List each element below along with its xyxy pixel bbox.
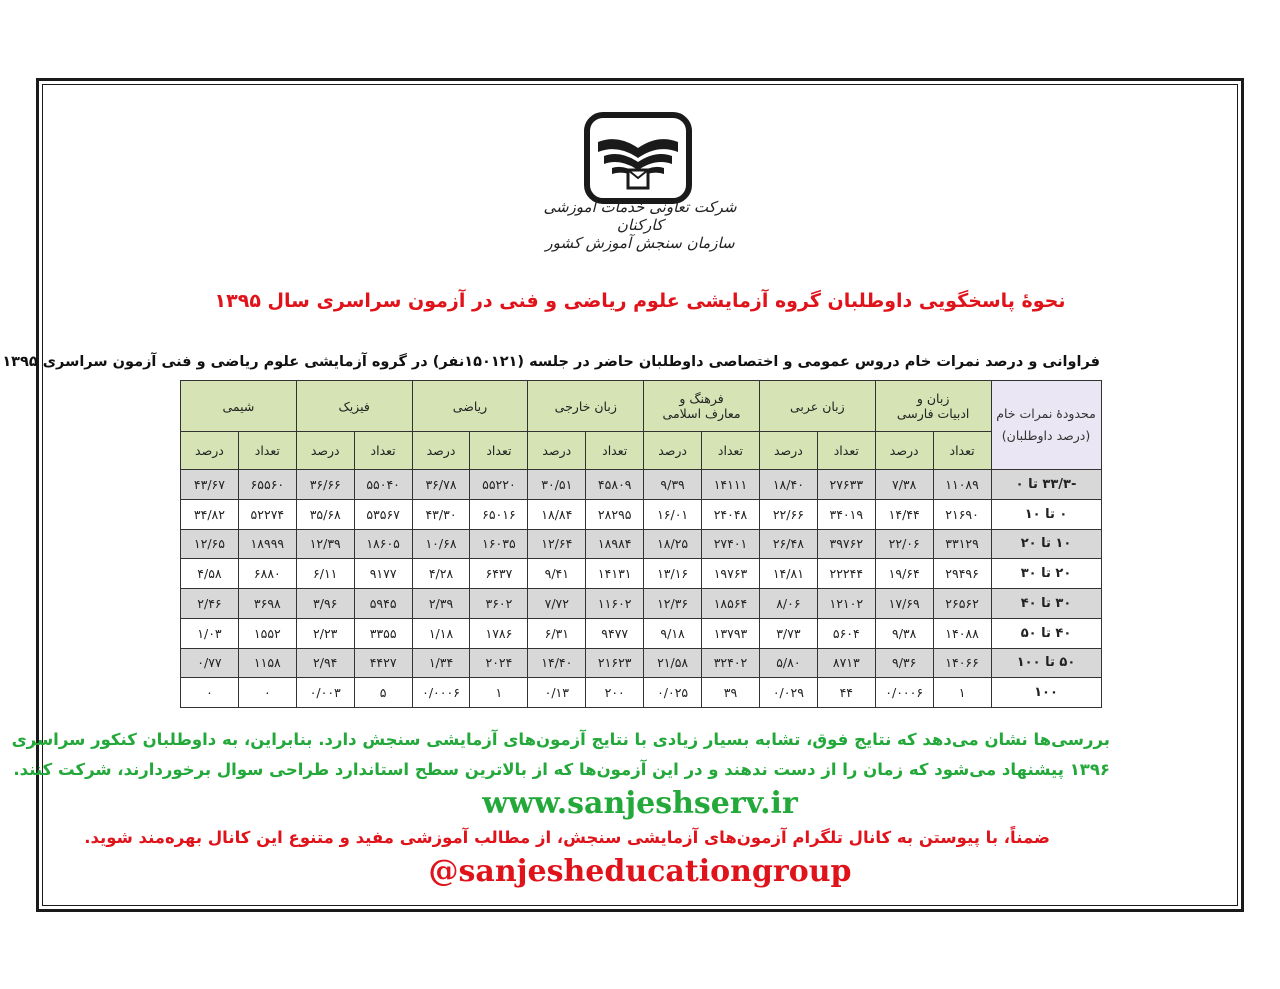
count-cell: ۱۶۰۳۵ — [470, 529, 528, 559]
score-range-cell: ۱۰۰ — [991, 678, 1101, 708]
percent-cell: ۳/۷۳ — [759, 618, 817, 648]
count-cell: ۴۵۸۰۹ — [586, 470, 644, 500]
percent-cell: ۳/۹۶ — [296, 589, 354, 619]
count-cell: ۵۹۴۵ — [354, 589, 412, 619]
count-cell: ۲۲۲۴۴ — [817, 559, 875, 589]
percent-cell: ۱۲/۶۴ — [528, 529, 586, 559]
percent-cell: ۱۴/۴۰ — [528, 648, 586, 678]
percent-header: درصد — [528, 432, 586, 470]
organization-name: شرکت تعاونی خدمات آموزشی کارکنان — [543, 198, 737, 234]
count-cell: ۱۴۱۳۱ — [586, 559, 644, 589]
percent-cell: ۱۰/۶۸ — [412, 529, 470, 559]
percent-cell: ۲۲/۶۶ — [759, 499, 817, 529]
percent-cell: ۰ — [181, 678, 239, 708]
score-range-cell: ۲۰ تا ۳۰ — [991, 559, 1101, 589]
range-header-line1: محدودهٔ نمرات خام — [996, 406, 1096, 421]
percent-header: درصد — [644, 432, 702, 470]
subject-header-physics: فیزیک — [296, 381, 412, 432]
count-header: تعداد — [238, 432, 296, 470]
count-cell: ۲۷۶۳۳ — [817, 470, 875, 500]
percent-cell: ۲/۴۶ — [181, 589, 239, 619]
percent-header: درصد — [759, 432, 817, 470]
range-header — [991, 381, 1101, 470]
count-cell: ۱۱۰۸۹ — [933, 470, 991, 500]
count-cell: ۵ — [354, 678, 412, 708]
count-cell: ۲۱۶۲۳ — [586, 648, 644, 678]
count-header: تعداد — [817, 432, 875, 470]
percent-cell: ۳۴/۸۲ — [181, 499, 239, 529]
percent-cell: ۲/۲۳ — [296, 618, 354, 648]
percent-cell: ۱۶/۰۱ — [644, 499, 702, 529]
count-cell: ۱۱۶۰۲ — [586, 589, 644, 619]
scores-table — [180, 380, 1102, 708]
percent-cell: ۰/۰۰۳ — [296, 678, 354, 708]
count-cell: ۱۴۰۶۶ — [933, 648, 991, 678]
table-header-row — [181, 381, 1102, 432]
count-cell: ۵۲۲۷۴ — [238, 499, 296, 529]
table-row — [181, 529, 1102, 559]
count-cell: ۳۹۷۶۲ — [817, 529, 875, 559]
count-cell: ۲۷۴۰۱ — [702, 529, 760, 559]
table-row — [181, 559, 1102, 589]
count-cell: ۳۲۴۰۲ — [702, 648, 760, 678]
percent-header: درصد — [296, 432, 354, 470]
percent-cell: ۱۲/۳۶ — [644, 589, 702, 619]
subject-header-persian: زبان و ادبیات فارسی — [875, 381, 991, 432]
percent-cell: ۰/۷۷ — [181, 648, 239, 678]
percent-cell: ۰/۰۰۰۶ — [875, 678, 933, 708]
count-cell: ۳۴۰۱۹ — [817, 499, 875, 529]
percent-cell: ۷/۷۲ — [528, 589, 586, 619]
percent-cell: ۱۹/۶۴ — [875, 559, 933, 589]
count-cell: ۲۹۴۹۶ — [933, 559, 991, 589]
count-cell: ۶۵۵۶۰ — [238, 470, 296, 500]
note-line-1: بررسی‌ها نشان می‌دهد که نتایج فوق، تشابه بسیار زیادی با نتایج آزمون‌های آزمایشی سنجش دارد. بنابراین، به داوطلبان کنکور سراسری — [11, 730, 1110, 749]
score-range-cell: ۳۰ تا ۴۰ — [991, 589, 1101, 619]
count-cell: ۶۵۰۱۶ — [470, 499, 528, 529]
count-cell: ۱۳۷۹۳ — [702, 618, 760, 648]
page-title: نحوهٔ پاسخگویی داوطلبان گروه آزمایشی علوم ریاضی و فنی در آزمون سراسری سال ۱۳۹۵ — [214, 290, 1066, 312]
count-cell: ۱۸۹۹۹ — [238, 529, 296, 559]
count-cell: ۵۵۲۲۰ — [470, 470, 528, 500]
percent-cell: ۴۳/۶۷ — [181, 470, 239, 500]
percent-cell: ۷/۳۸ — [875, 470, 933, 500]
score-range-cell: -۳۳/۳ تا ۰ — [991, 470, 1101, 500]
table-caption: فراوانی و درصد نمرات خام دروس عمومی و اختصاصی داوطلبان حاضر در جلسه (۱۵۰۱۲۱نفر) در گروه آزمایشی علوم ریاضی و فنی آزمون سراسری ۱۳۹۵ — [2, 354, 1100, 370]
count-cell: ۱ — [933, 678, 991, 708]
count-cell: ۳۶۰۲ — [470, 589, 528, 619]
percent-cell: ۱۲/۶۵ — [181, 529, 239, 559]
percent-cell: ۴۳/۳۰ — [412, 499, 470, 529]
percent-cell: ۹/۳۸ — [875, 618, 933, 648]
percent-cell: ۲/۳۹ — [412, 589, 470, 619]
percent-cell: ۱۲/۳۹ — [296, 529, 354, 559]
percent-cell: ۱۷/۶۹ — [875, 589, 933, 619]
count-header: تعداد — [702, 432, 760, 470]
subject-header-arabic: زبان عربی — [759, 381, 875, 432]
percent-cell: ۶/۳۱ — [528, 618, 586, 648]
telegram-note: ضمناً، با پیوستن به کانال تلگرام آزمون‌های آزمایشی سنجش، از مطالب آموزشی مفید و متنوع این کانال بهره‌مند شوید. — [84, 828, 1050, 847]
count-cell: ۸۷۱۳ — [817, 648, 875, 678]
count-cell: ۹۴۷۷ — [586, 618, 644, 648]
count-header: تعداد — [470, 432, 528, 470]
percent-cell: ۹/۳۹ — [644, 470, 702, 500]
percent-cell: ۳۰/۵۱ — [528, 470, 586, 500]
range-header-line2: (درصد داوطلبان) — [1001, 428, 1091, 443]
percent-header: درصد — [181, 432, 239, 470]
table-row — [181, 618, 1102, 648]
percent-cell: ۲۱/۵۸ — [644, 648, 702, 678]
count-cell: ۱۵۵۲ — [238, 618, 296, 648]
count-cell: ۲۱۶۹۰ — [933, 499, 991, 529]
count-cell: ۱۲۱۰۲ — [817, 589, 875, 619]
count-cell: ۰ — [238, 678, 296, 708]
percent-header: درصد — [412, 432, 470, 470]
score-range-cell: ۴۰ تا ۵۰ — [991, 618, 1101, 648]
count-header: تعداد — [354, 432, 412, 470]
percent-cell: ۱/۰۳ — [181, 618, 239, 648]
score-range-cell: ۱۰ تا ۲۰ — [991, 529, 1101, 559]
percent-cell: ۰/۰۰۰۶ — [412, 678, 470, 708]
count-cell: ۱۴۱۱۱ — [702, 470, 760, 500]
count-cell: ۱ — [470, 678, 528, 708]
percent-cell: ۰/۰۲۹ — [759, 678, 817, 708]
count-cell: ۱۹۷۶۳ — [702, 559, 760, 589]
percent-cell: ۱/۱۸ — [412, 618, 470, 648]
count-cell: ۵۳۵۶۷ — [354, 499, 412, 529]
percent-cell: ۱/۳۴ — [412, 648, 470, 678]
count-cell: ۱۴۰۸۸ — [933, 618, 991, 648]
percent-cell: ۱۴/۸۱ — [759, 559, 817, 589]
count-cell: ۴۴۲۷ — [354, 648, 412, 678]
count-cell: ۳۹ — [702, 678, 760, 708]
count-cell: ۶۸۸۰ — [238, 559, 296, 589]
count-header: تعداد — [933, 432, 991, 470]
percent-cell: ۹/۱۸ — [644, 618, 702, 648]
table-row — [181, 648, 1102, 678]
count-cell: ۱۷۸۶ — [470, 618, 528, 648]
count-cell: ۱۱۵۸ — [238, 648, 296, 678]
count-cell: ۵۵۰۴۰ — [354, 470, 412, 500]
website-link[interactable]: www.sanjeshserv.ir — [482, 786, 798, 821]
count-cell: ۲۴۰۴۸ — [702, 499, 760, 529]
percent-header: درصد — [875, 432, 933, 470]
count-cell: ۲۰۲۴ — [470, 648, 528, 678]
percent-cell: ۳۶/۶۶ — [296, 470, 354, 500]
count-cell: ۶۴۳۷ — [470, 559, 528, 589]
count-cell: ۴۴ — [817, 678, 875, 708]
percent-cell: ۱۸/۴۰ — [759, 470, 817, 500]
subject-header-religion: فرهنگ و معارف اسلامی — [644, 381, 760, 432]
table-row — [181, 589, 1102, 619]
telegram-handle[interactable]: @sanjesheducationgroup — [428, 854, 852, 889]
percent-cell: ۳۵/۶۸ — [296, 499, 354, 529]
percent-cell: ۹/۴۱ — [528, 559, 586, 589]
count-header: تعداد — [586, 432, 644, 470]
percent-cell: ۶/۱۱ — [296, 559, 354, 589]
percent-cell: ۵/۸۰ — [759, 648, 817, 678]
count-cell: ۱۸۹۸۴ — [586, 529, 644, 559]
count-cell: ۱۸۶۰۵ — [354, 529, 412, 559]
table-body — [181, 470, 1102, 708]
subject-header-chemistry: شیمی — [181, 381, 297, 432]
percent-cell: ۱۸/۸۴ — [528, 499, 586, 529]
table-row — [181, 678, 1102, 708]
percent-cell: ۲۲/۰۶ — [875, 529, 933, 559]
percent-cell: ۳۶/۷۸ — [412, 470, 470, 500]
count-cell: ۳۳۱۲۹ — [933, 529, 991, 559]
count-cell: ۹۱۷۷ — [354, 559, 412, 589]
percent-cell: ۴/۲۸ — [412, 559, 470, 589]
count-cell: ۲۸۲۹۵ — [586, 499, 644, 529]
count-cell: ۵۶۰۴ — [817, 618, 875, 648]
percent-cell: ۰/۱۳ — [528, 678, 586, 708]
percent-cell: ۱۴/۴۴ — [875, 499, 933, 529]
percent-cell: ۱۳/۱۶ — [644, 559, 702, 589]
count-cell: ۲۶۵۶۲ — [933, 589, 991, 619]
count-cell: ۲۰۰ — [586, 678, 644, 708]
table-row — [181, 470, 1102, 500]
percent-cell: ۲/۹۴ — [296, 648, 354, 678]
subject-header-math: ریاضی — [412, 381, 528, 432]
percent-cell: ۴/۵۸ — [181, 559, 239, 589]
table-subheader-row — [181, 432, 1102, 470]
percent-cell: ۲۶/۴۸ — [759, 529, 817, 559]
organization-subtitle: سازمان سنجش آموزش کشور — [545, 234, 735, 252]
score-range-cell: ۵۰ تا ۱۰۰ — [991, 648, 1101, 678]
percent-cell: ۹/۳۶ — [875, 648, 933, 678]
count-cell: ۳۳۵۵ — [354, 618, 412, 648]
count-cell: ۳۶۹۸ — [238, 589, 296, 619]
percent-cell: ۱۸/۲۵ — [644, 529, 702, 559]
open-book-logo-icon — [584, 112, 692, 204]
percent-cell: ۸/۰۶ — [759, 589, 817, 619]
table-row — [181, 499, 1102, 529]
note-line-2: ۱۳۹۶ پیشنهاد می‌شود که زمان را از دست ندهند و در این آزمون‌ها که از بالاترین سطح استاندارد طراحی سوال برخوردارند، شرکت کنند. — [13, 760, 1110, 779]
subject-header-foreign-language: زبان خارجی — [528, 381, 644, 432]
percent-cell: ۰/۰۲۵ — [644, 678, 702, 708]
count-cell: ۱۸۵۶۴ — [702, 589, 760, 619]
score-range-cell: ۰ تا ۱۰ — [991, 499, 1101, 529]
